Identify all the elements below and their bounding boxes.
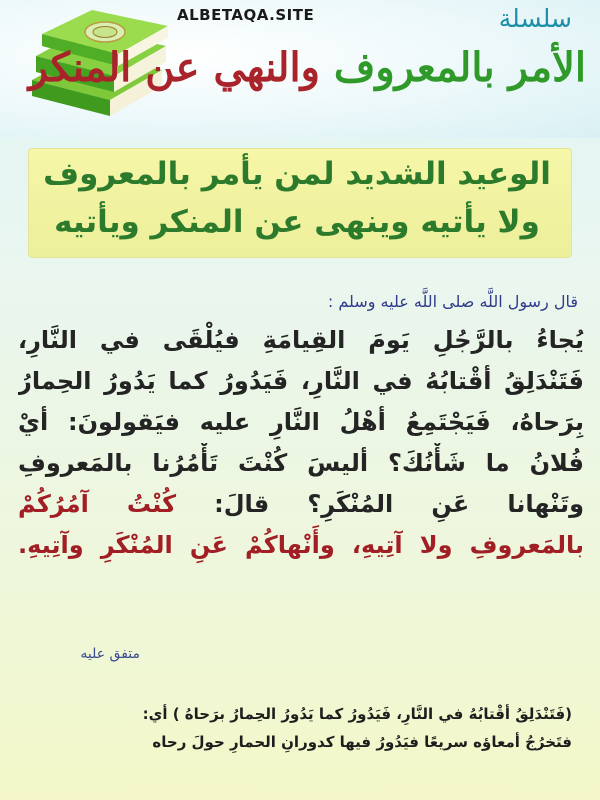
hadith-line-3: بِرَحاهُ، فَيَجْتَمِعُ أهْلُ النَّارِ عليه فيَقولونَ: أيْ xyxy=(18,408,584,436)
topic-panel xyxy=(28,148,572,258)
hadith-intro: قال رسول اللَّه صلى اللَّه عليه وسلم : xyxy=(327,292,578,311)
series-title xyxy=(29,44,586,91)
hadith-line-4: فُلانُ ما شَأْنُكَ؟ أليسَ كُنْتَ تَأْمُرُنا بالمَعروفِ xyxy=(18,449,584,477)
explanation-line-2: فتَخرُجُ أمعاؤه سريعًا فيَدُورُ فيها كدورانِ الحمارِ حولَ رحاه xyxy=(152,733,572,751)
hadith-source: متفق عليه xyxy=(80,646,140,662)
hadith-line-5-red: كُنْتُ آمُرُكُمْ xyxy=(18,490,177,518)
hadith-line-6 xyxy=(18,525,584,566)
hadith-text xyxy=(18,320,584,566)
topic-line-1: الوعيد الشديد لمن يأمر بالمعروف xyxy=(43,156,551,192)
hadith-line-5 xyxy=(18,484,584,525)
series-title-part1: الأمر بالمعروف xyxy=(333,44,586,91)
hadith-line-5-black: وتَنْهانا عَنِ المُنْكَرِ؟ قالَ: xyxy=(176,490,584,518)
explanation-line-1: (فَتَنْدَلِقُ أقْتابُهُ في النَّارِ، فَيَدُورُ كما يَدُورُ الحِمارُ برَحاهُ ) أي: xyxy=(142,705,572,723)
series-label: سلسلة xyxy=(498,4,572,33)
series-title-part2: والنهي عن المنكر xyxy=(28,44,320,91)
hadith-line-1: يُجاءُ بالرَّجُلِ يَومَ القِيامَةِ فيُلْقَى في النَّارِ، xyxy=(18,326,584,354)
site-name: ALBETAQA.SITE xyxy=(177,6,315,24)
hadith-line-6-red: بالمَعروفِ ولا آتِيهِ، وأَنْهاكُمْ عَنِ المُنْكَرِ وآتِيهِ. xyxy=(18,531,584,559)
explanation xyxy=(40,700,572,756)
header-banner xyxy=(0,0,600,138)
topic-line-2: ولا يأتيه وينهى عن المنكر ويأتيه xyxy=(54,204,540,240)
hadith-line-2: فَتَنْدَلِقُ أقْتابُهُ في النَّارِ، فَيَدُورُ كما يَدُورُ الحِمارُ xyxy=(18,367,584,395)
